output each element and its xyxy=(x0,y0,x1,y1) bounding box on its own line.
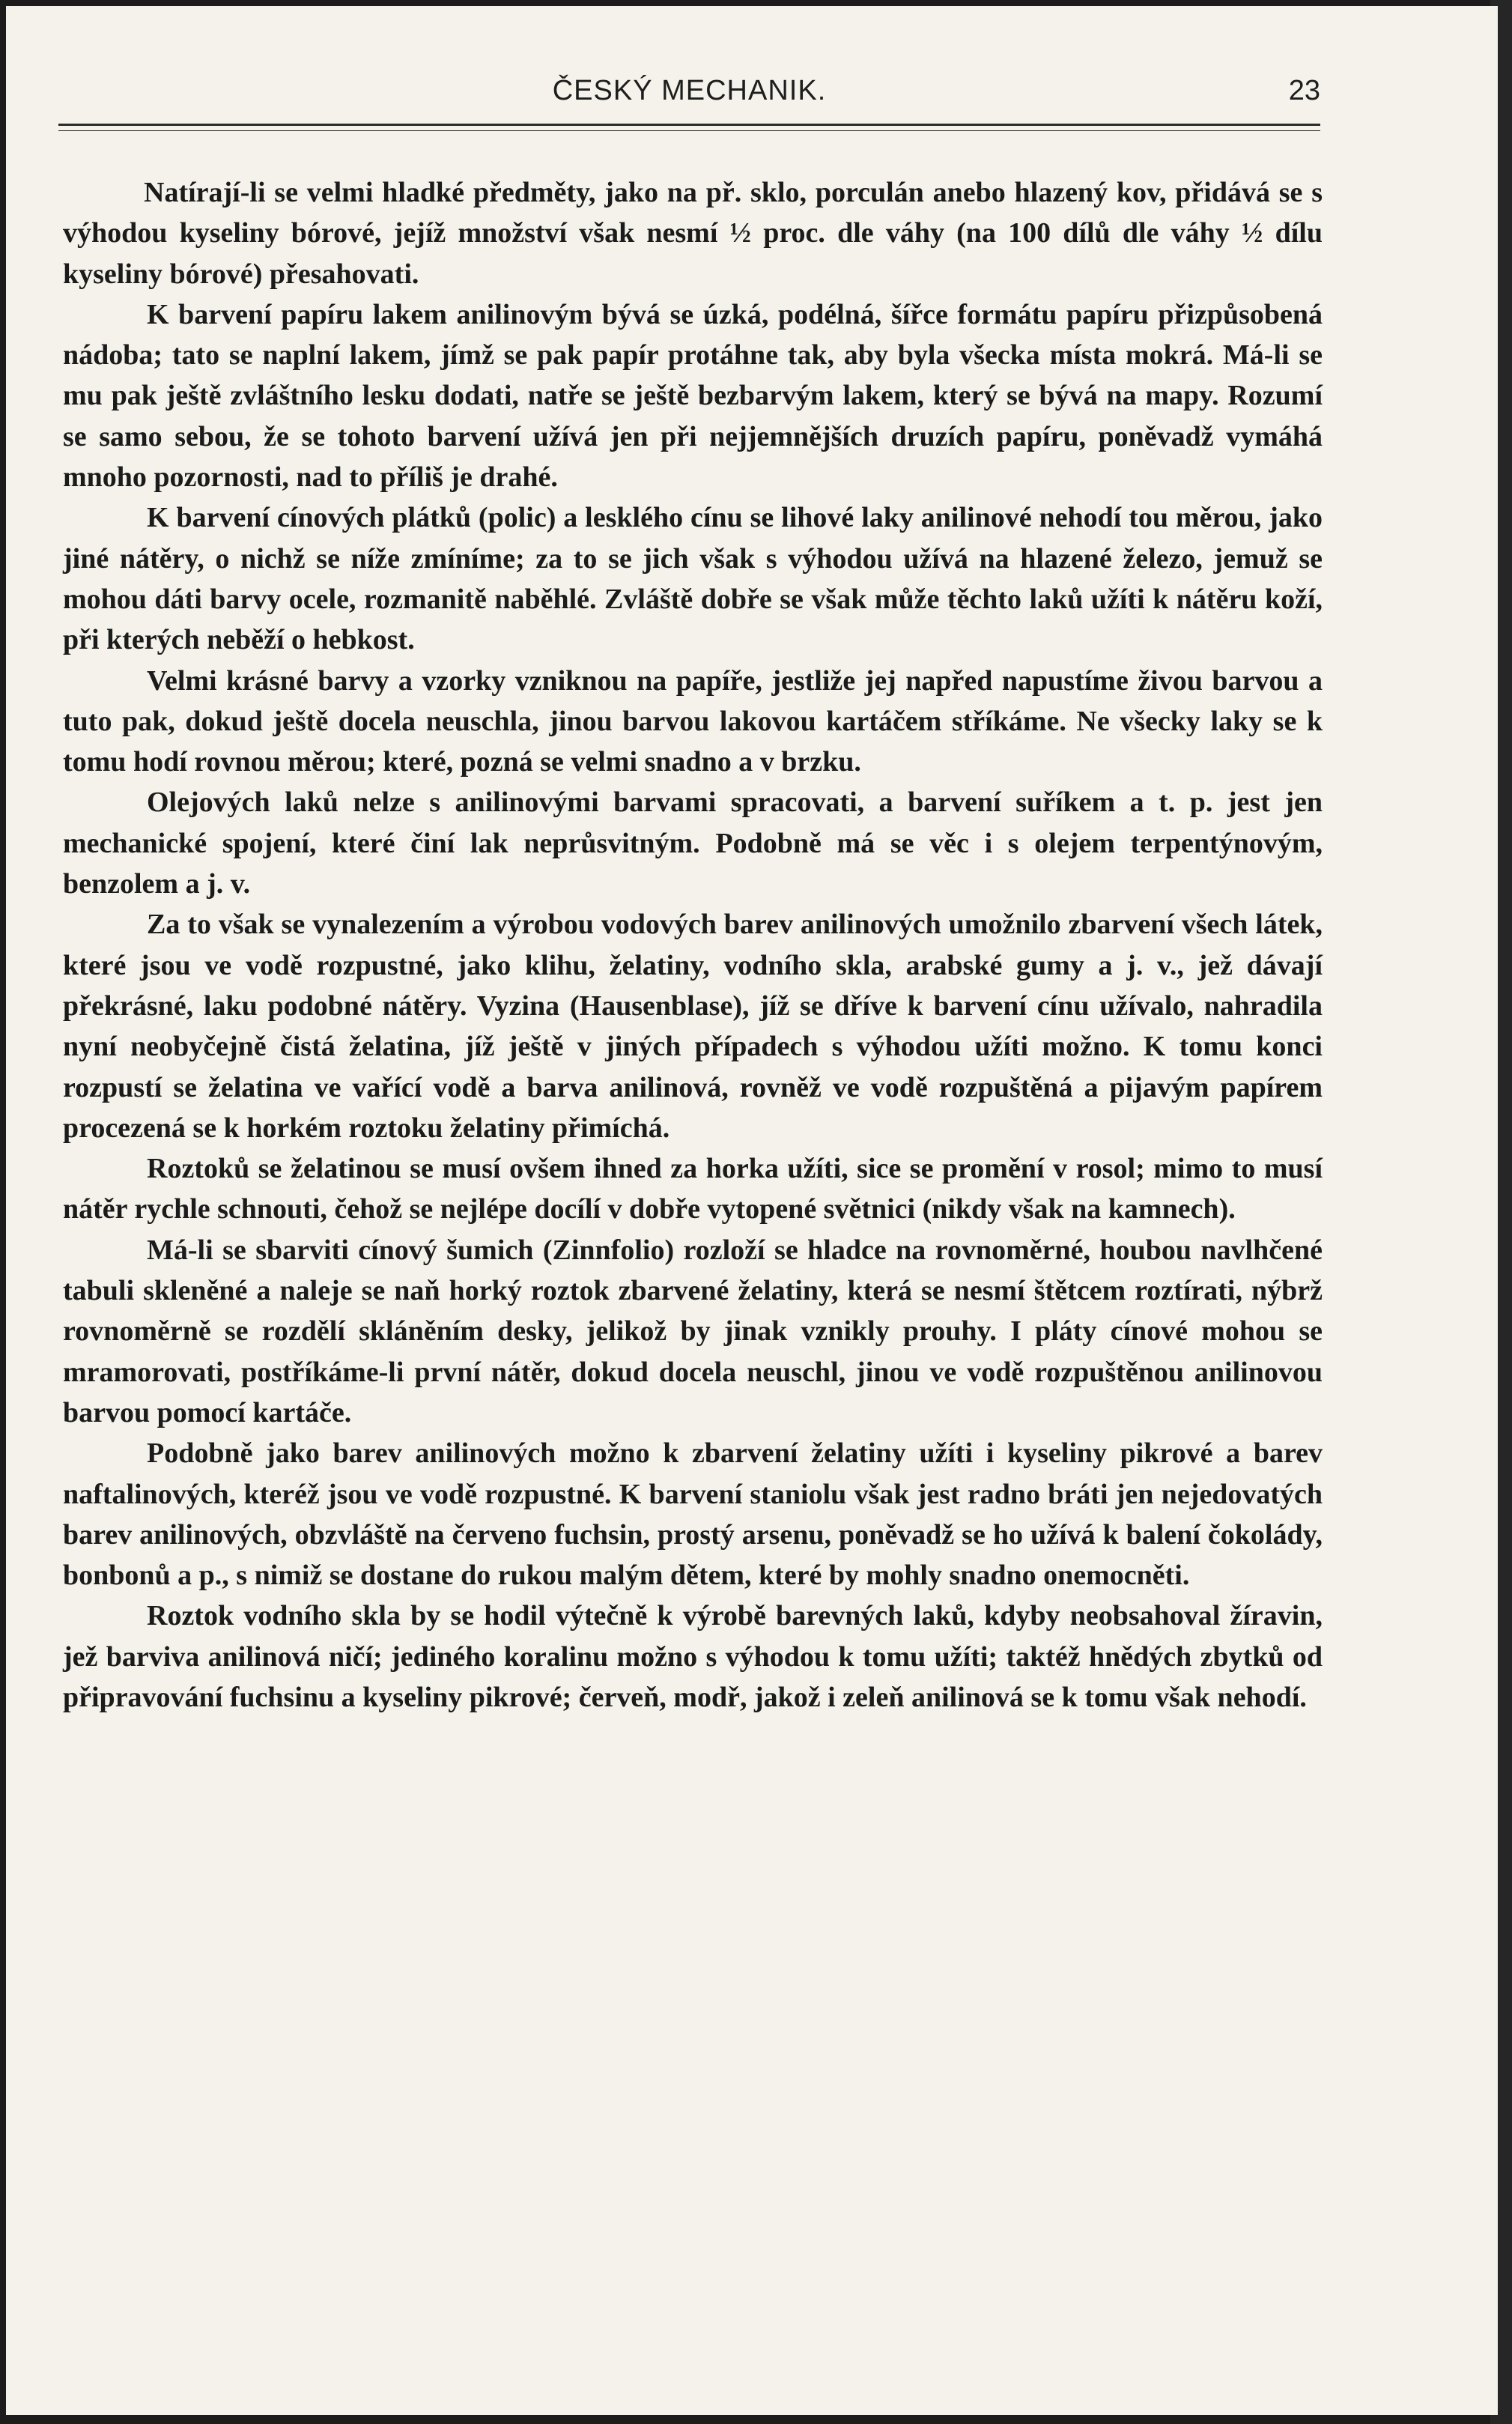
paragraph: K barvení cínových plátků (polic) a lesklého cínu se lihové laky anilinové nehodí tou měrou, jako jiné nátěry, o nichž se níže zmíníme; za to se jich však s výhodou užívá na hlazené železo, jemuž se mohou dáti barvy ocele, rozmanitě naběhlé. Zvláště dobře se však může těchto laků užíti k nátěru koží, při kterých neběží o hebkost. xyxy=(63,502,1323,656)
book-page xyxy=(6,6,1498,2415)
paragraph: Velmi krásné barvy a vzorky vzniknou na papíře, jestliže jej napřed napustíme živou barvou a tuto pak, dokud ještě docela neuschla, jinou barvou lakovou kartáčem stříkáme. Ne všecky laky se k tomu hodí rovnou měrou; které, pozná se velmi snadno a v brzku. xyxy=(63,664,1323,778)
paragraph: Podobně jako barev anilinových možno k zbarvení želatiny užíti i kyseliny pikrové a barev naftalinových, kteréž jsou ve vodě rozpustné. K barvení staniolu však jest radno bráti jen nejedovatých barev anilinových, obzvláště na červeno fuchsin, prostý arsenu, poněvadž se ho užívá k balení čokolády, bonbonů a p., s nimiž se dostane do rukou malým dětem, které by mohly snadno onemocněti. xyxy=(63,1437,1323,1592)
page-number: 23 xyxy=(1288,75,1320,106)
paragraph: Za to však se vynalezením a výrobou vodových barev anilinových umožnilo zbarvení všech látek, které jsou ve vodě rozpustné, jako klihu, želatiny, vodního skla, arabské gumy a j. v., jež dávají překrásné, laku podobné nátěry. Vyzina (Hausenblase), jíž se dříve k barvení cínu užívalo, nahradila nyní neobyčejně čistá želatina, jíž ještě v jiných případech s výhodou užíti možno. K tomu konci rozpustí se želatina ve vařící vodě a barva anilinová, rovněž ve vodě rozpuštěná a pijavým papírem procezená se k horkém roztoku želatiny přimíchá. xyxy=(63,909,1323,1144)
page-header xyxy=(58,75,1320,120)
header-rule xyxy=(58,124,1320,126)
header-rule-thin xyxy=(58,130,1320,131)
running-title: ČESKÝ MECHANIK. xyxy=(552,75,827,106)
paragraph: Olejových laků nelze s anilinovými barvami spracovati, a barvení suříkem a t. p. jest jen mechanické spojení, které činí lak neprůsvitným. Podobně má se věc i s olejem terpentýnovým, benzolem a j. v. xyxy=(63,787,1323,900)
paragraph: Roztoků se želatinou se musí ovšem ihned za horka užíti, sice se promění v rosol; mimo to musí nátěr rychle schnouti, čehož se nejlépe docílí v dobře vytopené světnici (nikdy však na kamnech). xyxy=(63,1153,1323,1225)
paragraph: K barvení papíru lakem anilinovým bývá se úzká, podélná, šířce formátu papíru přizpůsobená nádoba; tato se naplní lakem, jímž se pak papír protáhne tak, aby byla všecka místa mokrá. Má-li se mu pak ještě zvláštního lesku dodati, natře se ještě bezbarvým lakem, který se bývá na mapy. Rozumí se samo sebou, že se tohoto barvení užívá jen při nejjemnějších druzích papíru, poněvadž vymáhá mnoho pozornosti, nad to příliš je drahé. xyxy=(63,298,1323,494)
paragraph: Má-li se sbarviti cínový šumich (Zinnfolio) rozloží se hladce na rovnoměrné, houbou navlhčené tabuli skleněné a naleje se naň horký roztok zbarvené želatiny, která se nesmí štětcem roztírati, nýbrž rovnoměrně se rozdělí skláněním desky, jelikož by jinak vznikly prouhy. I pláty cínové mohou se mramorovati, postříkáme-li první nátěr, dokud docela neuschl, jinou ve vodě rozpuštěnou anilinovou barvou pomocí kartáče. xyxy=(63,1234,1323,1428)
paragraph: Roztok vodního skla by se hodil výtečně k výrobě barevných laků, kdyby neobsahoval žíravin, jež barviva anilinová ničí; jediného koralinu možno s výhodou k tomu užíti; taktéž hnědých zbytků od připravování fuchsinu a kyseliny pikrové; červeň, modř, jakož i zeleň anilinová se k tomu však nehodí. xyxy=(63,1600,1323,1713)
body-text xyxy=(63,172,1323,1718)
paragraph: Natírají-li se velmi hladké předměty, jako na př. sklo, porculán anebo hlazený kov, přidává se s výhodou kyseliny bórové, jejíž množství však nesmí ½ proc. dle váhy (na 100 dílů dle váhy ½ dílu kyseliny bórové) přesahovati. xyxy=(63,177,1323,290)
